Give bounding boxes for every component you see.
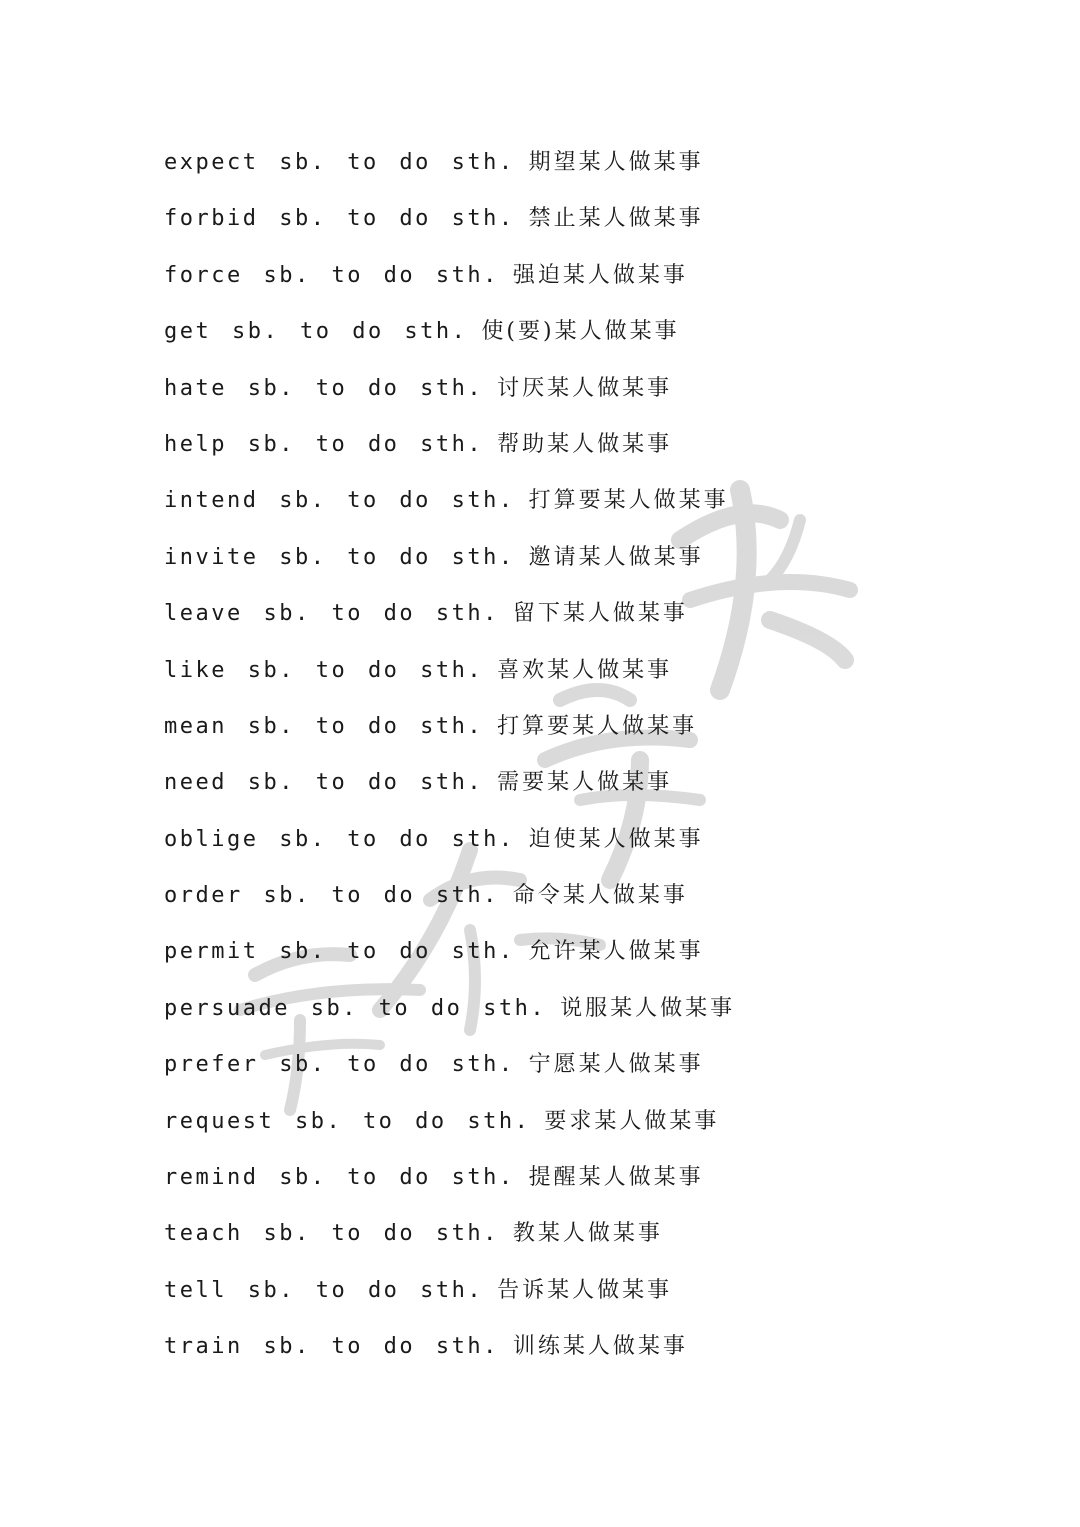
list-item	[164, 873, 924, 929]
phrase-meaning: 帮助某人做某事	[497, 431, 673, 457]
list-item	[164, 253, 924, 309]
list-item	[164, 929, 924, 985]
phrase-meaning: 期望某人做某事	[528, 150, 704, 175]
list-item	[164, 422, 924, 478]
list-item	[164, 309, 924, 365]
list-item	[164, 1099, 924, 1155]
list-item	[164, 591, 924, 647]
phrase-meaning: 允许某人做某事	[528, 939, 704, 965]
phrase-meaning: 邀请某人做某事	[528, 544, 704, 570]
phrase-english: invite sb. to do sth.	[164, 544, 515, 570]
list-item	[164, 478, 924, 534]
phrase-english: help sb. to do sth.	[164, 431, 484, 457]
phrase-meaning: 说服某人做某事	[560, 995, 736, 1021]
phrase-english: order sb. to do sth.	[164, 883, 499, 909]
list-item	[164, 760, 924, 816]
phrase-english: forbid sb. to do sth.	[164, 206, 515, 232]
phrase-meaning: 宁愿某人做某事	[528, 1052, 704, 1078]
phrase-meaning: 打算要某人做某事	[497, 713, 698, 739]
phrase-english: teach sb. to do sth.	[164, 1221, 499, 1247]
phrase-meaning: 训练某人做某事	[512, 1334, 688, 1360]
list-item	[164, 1211, 924, 1267]
phrase-meaning: 提醒某人做某事	[528, 1165, 704, 1191]
list-item	[164, 140, 924, 196]
phrase-meaning: 要求某人做某事	[544, 1108, 720, 1134]
phrase-english: expect sb. to do sth.	[164, 150, 515, 175]
phrase-english: tell sb. to do sth.	[164, 1277, 484, 1303]
phrase-english: like sb. to do sth.	[164, 657, 484, 683]
list-item	[164, 704, 924, 760]
phrase-meaning: 告诉某人做某事	[497, 1277, 673, 1303]
phrase-english: prefer sb. to do sth.	[164, 1052, 515, 1078]
list-item	[164, 1155, 924, 1211]
phrase-english: request sb. to do sth.	[164, 1108, 531, 1134]
phrase-meaning: 教某人做某事	[512, 1221, 663, 1247]
phrase-english: intend sb. to do sth.	[164, 488, 515, 514]
phrase-english: oblige sb. to do sth.	[164, 826, 515, 852]
list-item	[164, 1268, 924, 1324]
phrase-english: remind sb. to do sth.	[164, 1165, 515, 1191]
phrase-meaning: 禁止某人做某事	[528, 206, 704, 232]
list-item	[164, 1042, 924, 1098]
list-item	[164, 535, 924, 591]
list-item	[164, 817, 924, 873]
phrase-meaning: 使(要)某人做某事	[481, 319, 680, 345]
list-item	[164, 196, 924, 252]
phrase-english: need sb. to do sth.	[164, 770, 484, 796]
phrase-list	[164, 140, 924, 1381]
phrase-meaning: 打算要某人做某事	[528, 488, 729, 514]
phrase-english: get sb. to do sth.	[164, 319, 468, 345]
phrase-english: permit sb. to do sth.	[164, 939, 515, 965]
phrase-meaning: 命令某人做某事	[512, 883, 688, 909]
phrase-meaning: 留下某人做某事	[512, 601, 688, 627]
list-item	[164, 366, 924, 422]
phrase-english: leave sb. to do sth.	[164, 601, 499, 627]
phrase-english: hate sb. to do sth.	[164, 375, 484, 401]
phrase-english: persuade sb. to do sth.	[164, 995, 547, 1021]
list-item	[164, 986, 924, 1042]
phrase-meaning: 喜欢某人做某事	[497, 657, 673, 683]
phrase-english: force sb. to do sth.	[164, 262, 499, 288]
list-item	[164, 1324, 924, 1380]
phrase-meaning: 强迫某人做某事	[512, 262, 688, 288]
phrase-english: mean sb. to do sth.	[164, 713, 484, 739]
list-item	[164, 648, 924, 704]
phrase-meaning: 讨厌某人做某事	[497, 375, 673, 401]
phrase-meaning: 迫使某人做某事	[528, 826, 704, 852]
phrase-meaning: 需要某人做某事	[497, 770, 673, 796]
phrase-english: train sb. to do sth.	[164, 1334, 499, 1360]
